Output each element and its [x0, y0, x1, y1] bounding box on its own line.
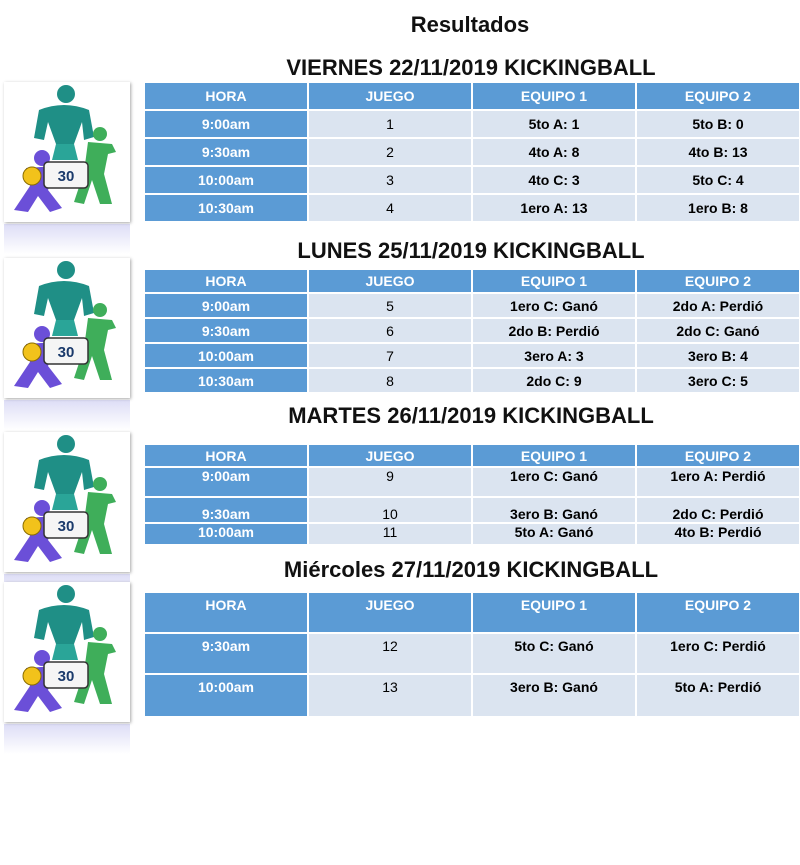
cell-juego: 2: [309, 139, 471, 165]
col-header-juego: JUEGO: [309, 270, 471, 292]
cell-hora: 9:00am: [145, 468, 307, 496]
col-header-equipo2: EQUIPO 2: [637, 83, 799, 109]
schedule-table: [143, 268, 800, 394]
col-header-equipo2: EQUIPO 2: [637, 445, 799, 466]
cell-equipo2: 3ero B: 4: [637, 344, 799, 367]
section-logo: [4, 82, 130, 222]
cell-hora: 10:00am: [145, 344, 307, 367]
cell-equipo2: 2do A: Perdió: [637, 294, 799, 317]
cell-equipo1: 1ero C: Ganó: [473, 468, 635, 496]
section-title: LUNES 25/11/2019 KICKINGBALL: [297, 238, 645, 263]
table-row: [145, 675, 799, 716]
cell-equipo1: 4to A: 8: [473, 139, 635, 165]
col-header-hora: HORA: [145, 593, 307, 632]
kickingball-players-logo-icon: [4, 258, 130, 398]
cell-equipo2: 2do C: Ganó: [637, 319, 799, 342]
logo-reflection: [4, 724, 130, 754]
kickingball-players-logo-icon: [4, 82, 130, 222]
schedule-table: [143, 443, 800, 546]
cell-equipo2: 5to B: 0: [637, 111, 799, 137]
table-row: [145, 468, 799, 496]
section-title: Miércoles 27/11/2019 KICKINGBALL: [283, 557, 659, 582]
cell-hora: 10:00am: [145, 524, 307, 544]
cell-equipo1: 5to A: Ganó: [473, 524, 635, 544]
col-header-juego: JUEGO: [309, 445, 471, 466]
cell-juego: 9: [309, 468, 471, 496]
table-row: [145, 634, 799, 673]
cell-juego: 12: [309, 634, 471, 673]
cell-juego: 10: [309, 498, 471, 522]
col-header-hora: HORA: [145, 445, 307, 466]
cell-equipo1: 4to C: 3: [473, 167, 635, 193]
cell-equipo1: 5to A: 1: [473, 111, 635, 137]
schedule-table: [143, 591, 800, 718]
col-header-hora: HORA: [145, 83, 307, 109]
cell-juego: 1: [309, 111, 471, 137]
cell-equipo1: 5to C: Ganó: [473, 634, 635, 673]
col-header-hora: HORA: [145, 270, 307, 292]
table-row: [145, 294, 799, 317]
section-title: VIERNES 22/11/2019 KICKINGBALL: [286, 55, 656, 80]
col-header-equipo1: EQUIPO 1: [473, 593, 635, 632]
cell-equipo2: 2do C: Perdió: [637, 498, 799, 522]
col-header-equipo1: EQUIPO 1: [473, 445, 635, 466]
section-title: MARTES 26/11/2019 KICKINGBALL: [288, 403, 654, 428]
cell-juego: 11: [309, 524, 471, 544]
col-header-equipo2: EQUIPO 2: [637, 593, 799, 632]
section-logo: [4, 432, 130, 572]
table-row: [145, 524, 799, 544]
cell-equipo1: 3ero B: Ganó: [473, 498, 635, 522]
cell-hora: 10:30am: [145, 369, 307, 392]
cell-equipo1: 1ero A: 13: [473, 195, 635, 221]
cell-equipo2: 4to B: Perdió: [637, 524, 799, 544]
col-header-equipo1: EQUIPO 1: [473, 83, 635, 109]
cell-juego: 6: [309, 319, 471, 342]
cell-hora: 9:30am: [145, 319, 307, 342]
table-row: [145, 195, 799, 221]
page-title: Resultados: [410, 12, 530, 37]
cell-juego: 3: [309, 167, 471, 193]
table-row: [145, 167, 799, 193]
kickingball-players-logo-icon: [4, 432, 130, 572]
table-header-row: [145, 83, 799, 109]
cell-juego: 8: [309, 369, 471, 392]
table-row: [145, 111, 799, 137]
section-logo: [4, 582, 130, 722]
cell-hora: 10:00am: [145, 167, 307, 193]
cell-equipo2: 3ero C: 5: [637, 369, 799, 392]
col-header-equipo2: EQUIPO 2: [637, 270, 799, 292]
cell-hora: 9:30am: [145, 139, 307, 165]
col-header-equipo1: EQUIPO 1: [473, 270, 635, 292]
cell-hora: 9:00am: [145, 294, 307, 317]
col-header-juego: JUEGO: [309, 593, 471, 632]
cell-hora: 10:30am: [145, 195, 307, 221]
cell-equipo2: 1ero B: 8: [637, 195, 799, 221]
cell-hora: 10:00am: [145, 675, 307, 716]
table-header-row: [145, 270, 799, 292]
svg-text:30: 30: [57, 518, 75, 535]
cell-juego: 13: [309, 675, 471, 716]
cell-equipo2: 5to C: 4: [637, 167, 799, 193]
cell-hora: 9:30am: [145, 634, 307, 673]
col-header-juego: JUEGO: [309, 83, 471, 109]
svg-text:30: 30: [57, 168, 75, 185]
cell-hora: 9:30am: [145, 498, 307, 522]
table-row: [145, 344, 799, 367]
table-header-row: [145, 593, 799, 632]
cell-equipo2: 1ero C: Perdió: [637, 634, 799, 673]
table-row: [145, 498, 799, 522]
table-row: [145, 139, 799, 165]
cell-juego: 7: [309, 344, 471, 367]
cell-equipo1: 3ero B: Ganó: [473, 675, 635, 716]
schedule-table: [143, 81, 800, 223]
cell-equipo2: 4to B: 13: [637, 139, 799, 165]
table-row: [145, 369, 799, 392]
svg-text:30: 30: [57, 344, 75, 361]
cell-equipo2: 5to A: Perdió: [637, 675, 799, 716]
cell-equipo1: 2do C: 9: [473, 369, 635, 392]
logo-reflection: [4, 400, 130, 430]
cell-equipo2: 1ero A: Perdió: [637, 468, 799, 496]
cell-juego: 5: [309, 294, 471, 317]
cell-equipo1: 3ero A: 3: [473, 344, 635, 367]
logo-reflection: [4, 224, 130, 254]
cell-hora: 9:00am: [145, 111, 307, 137]
cell-equipo1: 2do B: Perdió: [473, 319, 635, 342]
kickingball-players-logo-icon: [4, 582, 130, 722]
table-header-row: [145, 445, 799, 466]
section-logo: [4, 258, 130, 398]
cell-equipo1: 1ero C: Ganó: [473, 294, 635, 317]
svg-text:30: 30: [57, 668, 75, 685]
cell-juego: 4: [309, 195, 471, 221]
table-row: [145, 319, 799, 342]
